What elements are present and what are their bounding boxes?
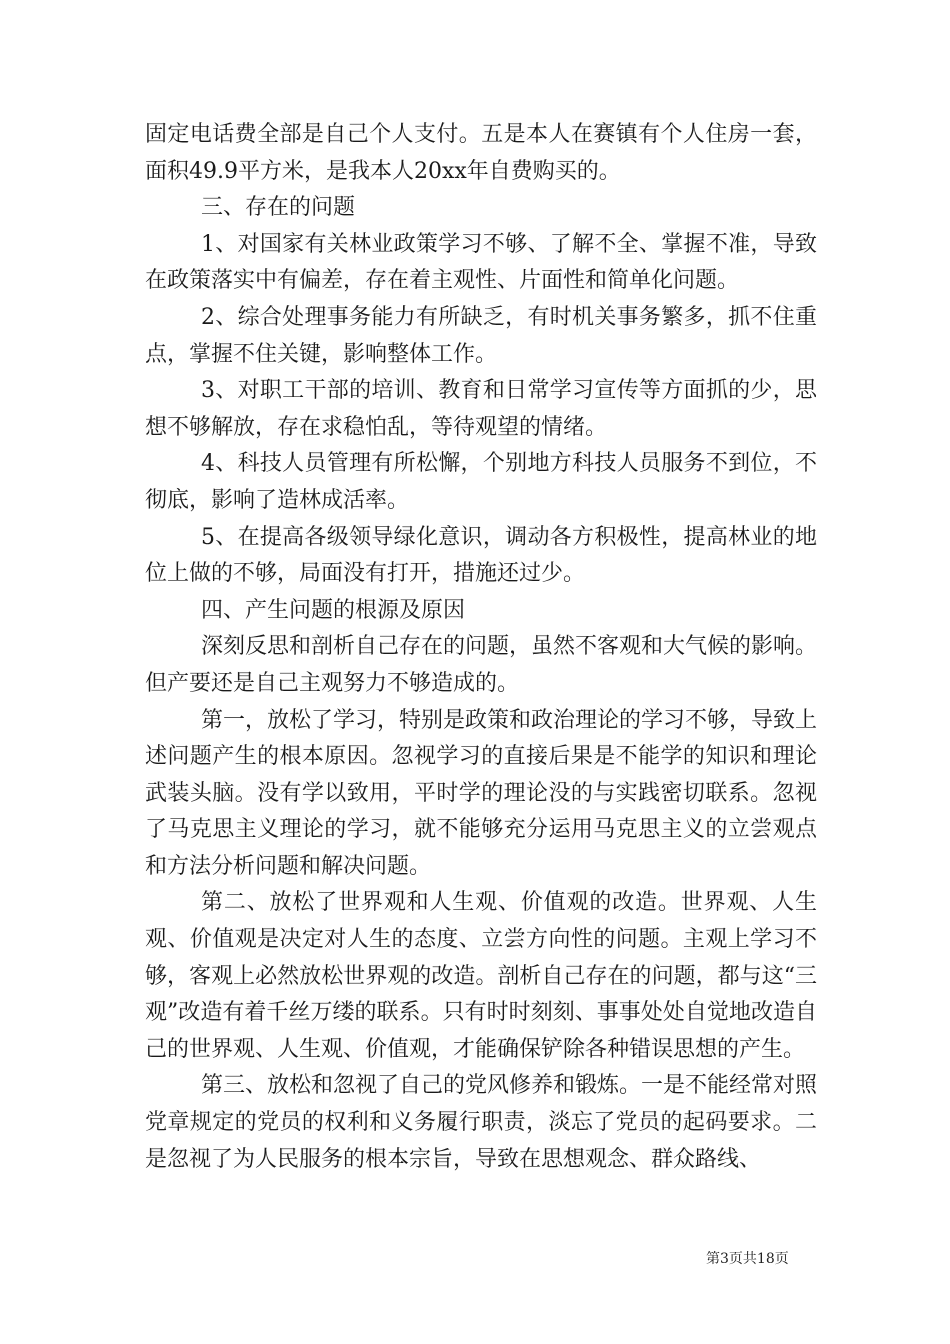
paragraph-cause-1: 第一，放松了学习，特别是政策和政治理论的学习不够，导致上述问题产生的根本原因。忽视学习的直接后果是不能学的知识和理论武装头脑。没有学以致用，平时学的理论没的与实践密切联系。忽视了马克思主义理论的学习，就不能够充分运用马克思主义的立尝观点和方法分析问题和解决问题。 (145, 707, 818, 879)
paragraph-problem-5: 5、在提高各级领导绿化意识，调动各方积极性，提高林业的地位上做的不够，局面没有打开，措施还过少。 (145, 524, 817, 587)
page-number-footer (706, 1248, 789, 1268)
paragraph-problem-3: 3、对职工干部的培训、教育和日常学习宣传等方面抓的少，思想不够解放，存在求稳怕乱，等待观望的情绪。 (145, 378, 817, 440)
footer-suffix: 页 (774, 1251, 789, 1267)
footer-middle: 页共 (728, 1251, 757, 1267)
footer-prefix: 第 (706, 1251, 720, 1267)
paragraph-problem-2: 2、综合处理事务能力有所缺乏，有时机关事务繁多，抓不住重点，掌握不住关键，影响整体工作。 (145, 304, 817, 367)
section-heading-causes: 四、产生问题的根源及原因 (201, 597, 466, 623)
paragraph-cause-2: 第二、放松了世界观和人生观、价值观的改造。世界观、人生观、价值观是决定对人生的态度、立尝方向性的问题。主观上学习不够，客观上必然放松世界观的改造。剖析自己存在的问题，都与这“三观”改造有着千丝万缕的联系。只有时时刻刻、事事处处自觉地改造自己的世界观、人生观、价值观，才能确保铲除各种错误思想的产生。 (145, 890, 817, 1062)
paragraph-causes-intro: 深刻反思和剖析自己存在的问题，虽然不客观和大气候的影响。但产要还是自己主观努力不够造成的。 (145, 634, 818, 696)
paragraph-problem-1: 1、对国家有关林业政策学习不够、了解不全、掌握不准，导致在政策落实中有偏差，存在着主观性、片面性和简单化问题。 (145, 231, 817, 294)
footer-total: 18 (756, 1251, 775, 1267)
document-body (145, 117, 817, 1178)
footer-page: 3 (720, 1251, 729, 1267)
section-heading-problems: 三、存在的问题 (201, 195, 356, 221)
paragraph-continuation: 固定电话费全部是自己个人支付。五是本人在赛镇有个人住房一套，面积49.9平方米，是我本人20xx年自费购买的。 (145, 122, 817, 184)
paragraph-problem-4: 4、科技人员管理有所松懈，个别地方科技人员服务不到位，不彻底，影响了造林成活率。 (145, 451, 817, 513)
paragraph-cause-3: 第三、放松和忽视了自己的党风修养和锻炼。一是不能经常对照党章规定的党员的权利和义务履行职责，淡忘了党员的起码要求。二是忽视了为人民服务的根本宗旨，导致在思想观念、群众路线、 (145, 1073, 818, 1172)
